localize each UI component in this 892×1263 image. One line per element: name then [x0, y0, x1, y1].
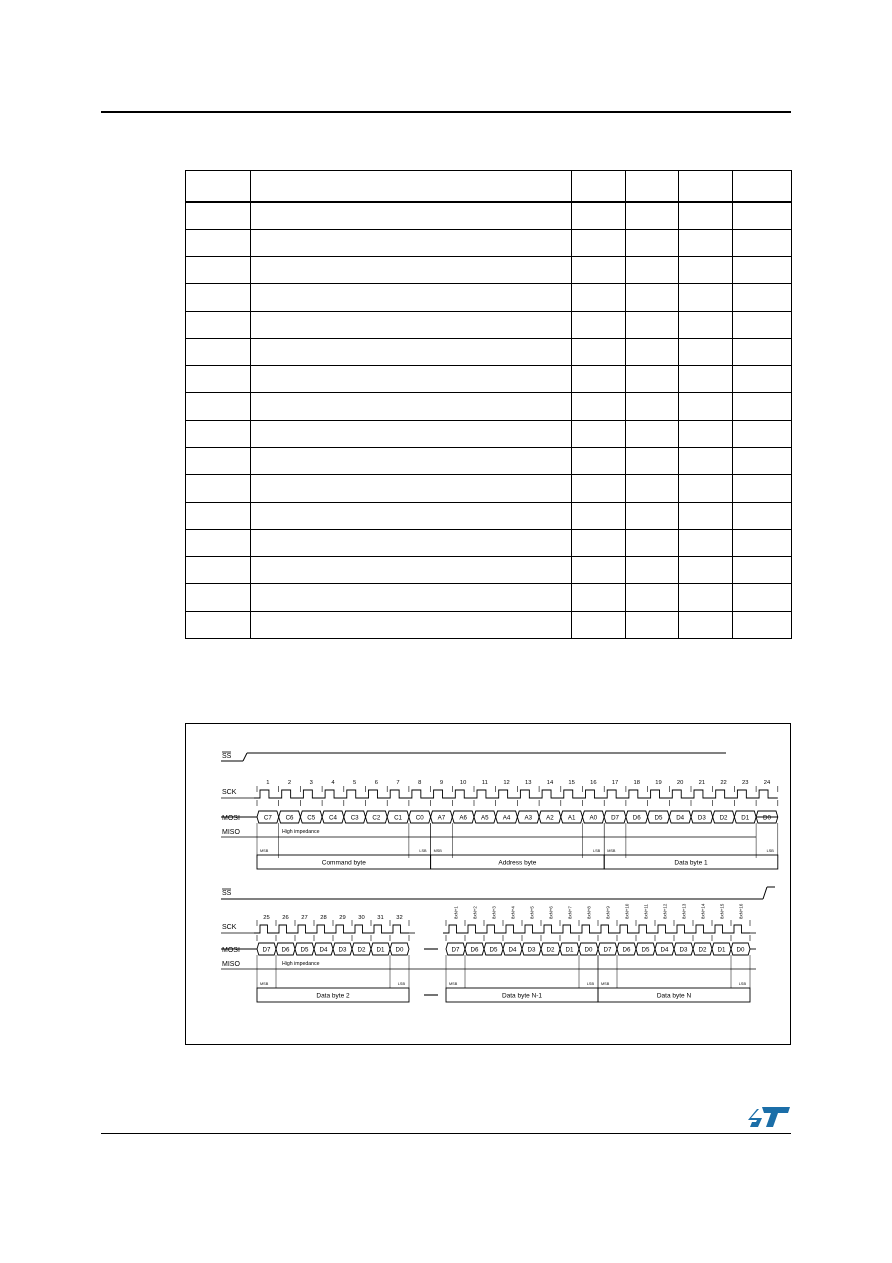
- table-cell: [572, 171, 626, 202]
- sck-waveform: [443, 925, 750, 933]
- table-cell: [733, 393, 792, 420]
- table-cell: [733, 529, 792, 556]
- mosi-bit-label: C7: [263, 814, 272, 822]
- table-cell: [186, 202, 251, 230]
- clock-number-label: 21: [698, 780, 706, 786]
- mosi-bit-label: D3: [527, 946, 536, 954]
- clock-number-label: 7: [396, 780, 400, 786]
- clock-number-label: 8xN+16: [738, 903, 744, 919]
- table-cell: [572, 338, 626, 365]
- table-cell: [572, 311, 626, 338]
- st-logo-icon: [748, 1104, 792, 1130]
- table-cell: [733, 584, 792, 611]
- clock-number-label: 8xN+1: [453, 906, 459, 919]
- table-cell: [626, 229, 679, 256]
- table-cell: [679, 420, 733, 447]
- table-row: [186, 611, 792, 638]
- mosi-bit-label: D2: [698, 946, 707, 954]
- mosi-bit-label: D4: [660, 946, 669, 954]
- table-cell: [679, 584, 733, 611]
- mosi-bit-label: D7: [611, 814, 620, 822]
- table-cell: [733, 229, 792, 256]
- clock-number-label: 16: [590, 780, 597, 786]
- mosi-bit-label: D7: [603, 946, 612, 954]
- mosi-bit-label: D3: [679, 946, 688, 954]
- clock-number-label: 8xN+8: [586, 906, 592, 919]
- table-cell: [679, 311, 733, 338]
- mosi-bit-label: D6: [281, 946, 290, 954]
- byte-label: Address byte: [498, 859, 537, 867]
- register-table: [185, 170, 792, 639]
- table-cell: [679, 448, 733, 475]
- clock-number-label: 20: [676, 780, 684, 786]
- clock-number-label: 3: [309, 780, 313, 786]
- clock-number-label: 2: [287, 780, 292, 786]
- mosi-bit-label: D7: [262, 946, 271, 954]
- mosi-bit-label: C3: [350, 814, 359, 822]
- mosi-bit-label: D5: [641, 946, 650, 954]
- table-cell: [572, 502, 626, 529]
- table-cell: [626, 502, 679, 529]
- table-cell: [186, 448, 251, 475]
- mosi-bit-label: A7: [437, 814, 446, 822]
- mosi-bit-label: D2: [719, 814, 728, 822]
- high-impedance-label: High impedance: [282, 961, 320, 967]
- table-cell: [186, 529, 251, 556]
- mosi-bit-label: D5: [300, 946, 309, 954]
- mosi-bit-label: D1: [717, 946, 726, 954]
- table-cell: [626, 529, 679, 556]
- line: [763, 887, 767, 899]
- clock-number-label: 30: [358, 915, 365, 921]
- table-cell: [186, 171, 251, 202]
- table-row: [186, 448, 792, 475]
- clock-number-label: 10: [459, 780, 467, 786]
- high-impedance-label: High impedance: [282, 829, 320, 835]
- table-cell: [679, 393, 733, 420]
- lsb-label: LSB: [397, 982, 405, 986]
- table-cell: [733, 171, 792, 202]
- table-row: [186, 311, 792, 338]
- table-row: [186, 475, 792, 502]
- table-cell: [251, 229, 572, 256]
- lsb-label: LSB: [766, 849, 774, 853]
- table-cell: [626, 311, 679, 338]
- mosi-bit-label: A3: [524, 814, 533, 822]
- table-cell: [251, 338, 572, 365]
- clock-number-label: 8xN+9: [605, 906, 611, 919]
- clock-number-label: 8xN+3: [491, 906, 497, 919]
- table-cell: [186, 502, 251, 529]
- sck-waveform: [254, 925, 409, 933]
- table-cell: [679, 171, 733, 202]
- table-cell: [251, 171, 572, 202]
- table-cell: [626, 584, 679, 611]
- mosi-bit-label: D6: [470, 946, 479, 954]
- table-cell: [251, 311, 572, 338]
- table-cell: [733, 284, 792, 311]
- table-cell: [572, 257, 626, 284]
- mosi-bit-label: D6: [622, 946, 631, 954]
- clock-number-label: 8xN+13: [681, 903, 687, 919]
- table-cell: [572, 366, 626, 393]
- table-cell: [186, 584, 251, 611]
- clock-number-label: 26: [282, 915, 289, 921]
- table-row: [186, 420, 792, 447]
- table-cell: [679, 475, 733, 502]
- table-cell: [733, 311, 792, 338]
- signal-label-ss: SS: [222, 753, 232, 760]
- table-cell: [733, 420, 792, 447]
- mosi-bit-label: A5: [481, 814, 489, 822]
- table-cell: [572, 475, 626, 502]
- table-cell: [186, 611, 251, 638]
- clock-number-label: 22: [720, 780, 727, 786]
- clock-number-label: 14: [546, 780, 554, 786]
- table-cell: [251, 557, 572, 584]
- byte-label: Data byte 2: [316, 992, 350, 1000]
- table-cell: [679, 611, 733, 638]
- signal-label-ss: SS: [222, 890, 232, 897]
- table-cell: [626, 393, 679, 420]
- clock-number-label: 8xN+2: [472, 906, 478, 919]
- table-row: [186, 393, 792, 420]
- table-row: [186, 557, 792, 584]
- lsb-label: LSB: [593, 849, 601, 853]
- table-row: [186, 366, 792, 393]
- clock-number-label: 4: [331, 780, 335, 786]
- table-row: [186, 338, 792, 365]
- table-row: [186, 502, 792, 529]
- mosi-bit-label: D1: [741, 814, 750, 822]
- table-cell: [733, 448, 792, 475]
- mosi-bit-label: D7: [451, 946, 460, 954]
- table-row: [186, 202, 792, 230]
- mosi-bit-label: D2: [546, 946, 555, 954]
- table-cell: [733, 611, 792, 638]
- clock-number-label: 6: [374, 780, 378, 786]
- table-cell: [251, 584, 572, 611]
- table-cell: [186, 393, 251, 420]
- msb-label: MSB: [601, 982, 610, 986]
- mosi-bit-label: D3: [338, 946, 347, 954]
- table-cell: [679, 366, 733, 393]
- clock-number-label: 8xN+10: [624, 903, 630, 919]
- table-row: [186, 229, 792, 256]
- clock-number-label: 8xN+14: [700, 903, 706, 919]
- mosi-bit-label: C1: [394, 814, 403, 822]
- table-cell: [626, 611, 679, 638]
- mosi-bit-label: D2: [357, 946, 366, 954]
- table-cell: [572, 229, 626, 256]
- lsb-label: LSB: [586, 982, 594, 986]
- table-cell: [186, 257, 251, 284]
- mosi-bit-label: D4: [508, 946, 517, 954]
- table-cell: [733, 475, 792, 502]
- mosi-bit-label: D0: [584, 946, 593, 954]
- clock-number-label: 19: [655, 780, 662, 786]
- signal-label-mosi: MOSI: [222, 947, 240, 954]
- table-cell: [626, 420, 679, 447]
- signal-label-mosi: MOSI: [222, 815, 240, 822]
- table-cell: [572, 584, 626, 611]
- table-cell: [572, 393, 626, 420]
- table-cell: [186, 420, 251, 447]
- table-cell: [186, 284, 251, 311]
- table-cell: [733, 557, 792, 584]
- mosi-bit-label: C0: [415, 814, 424, 822]
- table-cell: [186, 338, 251, 365]
- clock-number-label: 18: [633, 780, 640, 786]
- spi-timing-diagram: [185, 723, 791, 1045]
- mosi-bit-label: D6: [632, 814, 641, 822]
- mosi-bit-label: D5: [654, 814, 663, 822]
- table-cell: [251, 475, 572, 502]
- byte-label: Data byte 1: [674, 859, 708, 867]
- lsb-label: LSB: [738, 982, 746, 986]
- msb-label: MSB: [449, 982, 458, 986]
- signal-label-miso: MISO: [222, 829, 240, 836]
- mosi-bit-label: A2: [546, 814, 554, 822]
- clock-number-label: 32: [396, 915, 403, 921]
- byte-label: Data byte N-1: [501, 992, 543, 1000]
- mosi-bit-label: C6: [285, 814, 294, 822]
- table-cell: [251, 257, 572, 284]
- mosi-bit-label: D1: [565, 946, 574, 954]
- table-cell: [572, 284, 626, 311]
- clock-number-label: 29: [339, 915, 346, 921]
- table-cell: [251, 284, 572, 311]
- mosi-bit-label: D0: [762, 814, 771, 822]
- clock-number-label: 25: [263, 915, 270, 921]
- table-cell: [572, 202, 626, 230]
- mosi-bit-label: C4: [328, 814, 337, 822]
- clock-number-label: 23: [742, 780, 749, 786]
- msb-label: MSB: [433, 849, 442, 853]
- sck-waveform: [254, 790, 778, 798]
- line: [243, 753, 247, 761]
- mosi-bit-label: D4: [319, 946, 328, 954]
- table-cell: [572, 529, 626, 556]
- table-cell: [733, 257, 792, 284]
- table-cell: [186, 475, 251, 502]
- table-cell: [251, 611, 572, 638]
- table-cell: [679, 338, 733, 365]
- table-row: [186, 284, 792, 311]
- clock-number-label: 8xN+5: [529, 906, 535, 919]
- table-cell: [572, 557, 626, 584]
- clock-number-label: 12: [503, 780, 510, 786]
- clock-number-label: 11: [481, 780, 488, 786]
- table-cell: [679, 202, 733, 230]
- lsb-label: LSB: [419, 849, 427, 853]
- table-cell: [626, 366, 679, 393]
- clock-number-label: 27: [301, 915, 308, 921]
- table-cell: [251, 529, 572, 556]
- clock-number-label: 5: [353, 780, 357, 786]
- table-cell: [572, 611, 626, 638]
- table-cell: [679, 284, 733, 311]
- table-cell: [626, 202, 679, 230]
- mosi-bit-label: D0: [736, 946, 745, 954]
- clock-number-label: 13: [525, 780, 532, 786]
- clock-number-label: 8xN+12: [662, 903, 668, 919]
- mosi-bit-label: A1: [567, 814, 576, 822]
- clock-number-label: 8: [418, 780, 422, 786]
- table-cell: [251, 393, 572, 420]
- clock-number-label: 8xN+4: [510, 906, 516, 919]
- clock-number-label: 8xN+6: [548, 906, 554, 919]
- table-cell: [679, 529, 733, 556]
- msb-label: MSB: [260, 849, 269, 853]
- footer-rule: [101, 1133, 791, 1134]
- clock-number-label: 9: [439, 780, 444, 786]
- mosi-bit-label: C5: [307, 814, 316, 822]
- table-cell: [626, 557, 679, 584]
- table-cell: [679, 557, 733, 584]
- clock-number-label: 28: [320, 915, 327, 921]
- table-cell: [733, 502, 792, 529]
- byte-label: Command byte: [321, 859, 366, 867]
- msb-label: MSB: [260, 982, 269, 986]
- mosi-bit-label: D1: [376, 946, 385, 954]
- table-cell: [679, 257, 733, 284]
- mosi-bit-label: D5: [489, 946, 498, 954]
- signal-label-sck: SCK: [222, 789, 237, 796]
- signal-label-sck: SCK: [222, 924, 237, 931]
- header-rule: [101, 111, 791, 113]
- mosi-bit-label: A0: [589, 814, 598, 822]
- clock-number-label: 24: [763, 780, 771, 786]
- table-cell: [626, 475, 679, 502]
- table-row: [186, 257, 792, 284]
- table-cell: [626, 448, 679, 475]
- table-cell: [572, 420, 626, 447]
- table-header-row: [186, 171, 792, 202]
- table-cell: [679, 502, 733, 529]
- clock-number-label: 17: [611, 780, 619, 786]
- msb-label: MSB: [607, 849, 616, 853]
- table-cell: [679, 229, 733, 256]
- signal-label-miso: MISO: [222, 961, 240, 968]
- table-row: [186, 529, 792, 556]
- table-cell: [626, 171, 679, 202]
- table-cell: [251, 202, 572, 230]
- table-cell: [251, 420, 572, 447]
- mosi-bit-label: D4: [676, 814, 685, 822]
- table-cell: [186, 311, 251, 338]
- mosi-bit-label: A4: [502, 814, 511, 822]
- clock-number-label: 15: [568, 780, 575, 786]
- clock-number-label: 8xN+15: [719, 903, 725, 919]
- table-cell: [626, 284, 679, 311]
- table-cell: [251, 366, 572, 393]
- table-cell: [733, 366, 792, 393]
- mosi-bit-label: D0: [395, 946, 404, 954]
- table-cell: [186, 229, 251, 256]
- table-cell: [733, 202, 792, 230]
- table-cell: [251, 448, 572, 475]
- table-cell: [626, 338, 679, 365]
- table-cell: [251, 502, 572, 529]
- table-cell: [186, 557, 251, 584]
- table-row: [186, 584, 792, 611]
- clock-number-label: 1: [266, 780, 270, 786]
- byte-label: Data byte N: [656, 992, 692, 1000]
- mosi-bit-label: A6: [459, 814, 467, 822]
- clock-number-label: 8xN+7: [567, 906, 573, 919]
- mosi-bit-label: C2: [372, 814, 381, 822]
- table-cell: [733, 338, 792, 365]
- table-cell: [572, 448, 626, 475]
- clock-number-label: 8xN+11: [643, 904, 649, 919]
- clock-number-label: 31: [377, 915, 384, 921]
- table-cell: [186, 366, 251, 393]
- table-cell: [626, 257, 679, 284]
- mosi-bit-label: D3: [697, 814, 706, 822]
